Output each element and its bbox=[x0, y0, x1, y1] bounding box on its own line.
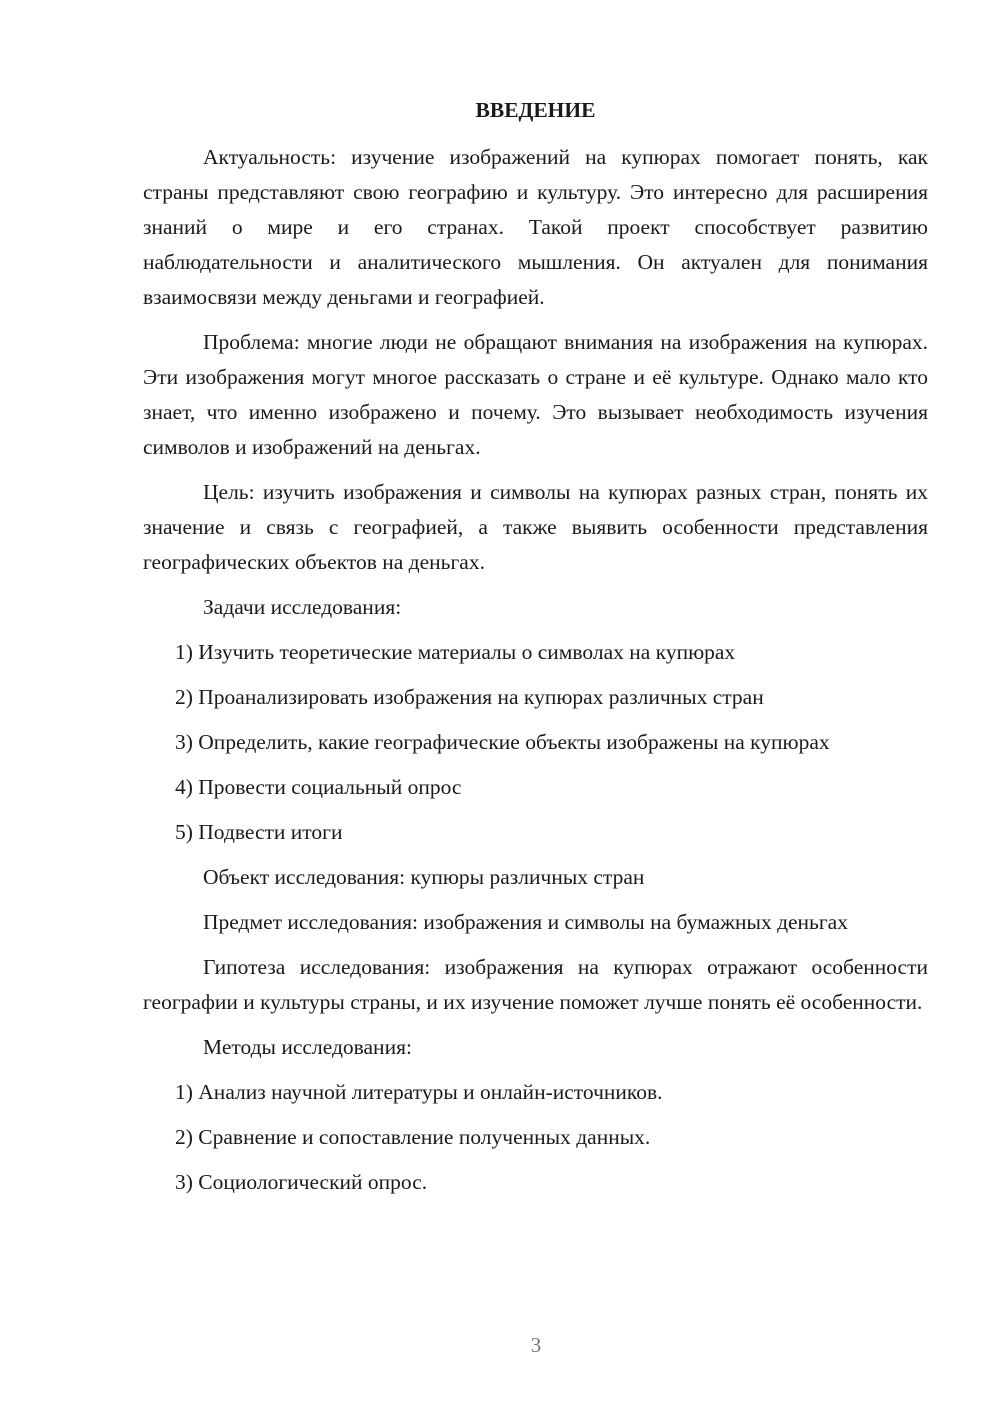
page-title: ВВЕДЕНИЕ bbox=[475, 98, 596, 122]
object-paragraph: Объект исследования: купюры различных стран bbox=[203, 865, 645, 889]
task-item: 4) Провести социальный опрос bbox=[175, 775, 462, 799]
task-item: 1) Изучить теоретические материалы о символах на купюрах bbox=[175, 640, 736, 664]
subject-paragraph: Предмет исследования: изображения и символы на бумажных деньгах bbox=[203, 910, 848, 934]
methods-heading: Методы исследования: bbox=[203, 1035, 412, 1059]
goal-paragraph: Цель: изучить изображения и символы на купюрах разных стран, понять их значение и связь с географией, а также выявить особенности представления географических объектов на деньгах. bbox=[143, 480, 928, 574]
method-item: 2) Сравнение и сопоставление полученных данных. bbox=[175, 1125, 651, 1149]
document-page bbox=[143, 95, 928, 1210]
method-item: 1) Анализ научной литературы и онлайн-источников. bbox=[175, 1080, 663, 1104]
hypothesis-paragraph: Гипотеза исследования: изображения на купюрах отражают особенности географии и культуры страны, и их изучение поможет лучше понять её особенности. bbox=[143, 955, 928, 1014]
task-item: 5) Подвести итоги bbox=[175, 820, 343, 844]
page-number: 3 bbox=[530, 1333, 542, 1357]
task-item: 3) Определить, какие географические объекты изображены на купюрах bbox=[175, 730, 830, 754]
problem-paragraph: Проблема: многие люди не обращают внимания на изображения на купюрах. Эти изображения могут многое рассказать о стране и её культуре. Однако мало кто знает, что именно изображено и почему. Это вызывает необходимость изучения символов и изображений на деньгах. bbox=[143, 330, 928, 459]
tasks-heading: Задачи исследования: bbox=[203, 595, 402, 619]
task-item: 2) Проанализировать изображения на купюрах различных стран bbox=[175, 685, 764, 709]
method-item: 3) Социологический опрос. bbox=[175, 1170, 428, 1194]
relevance-paragraph: Актуальность: изучение изображений на купюрах помогает понять, как страны представляют свою географию и культуру. Это интересно для расширения знаний о мире и его странах. Такой проект способствует развитию наблюдательности и аналитического мышления. Он актуален для понимания взаимосвязи между деньгами и географией. bbox=[143, 145, 928, 309]
